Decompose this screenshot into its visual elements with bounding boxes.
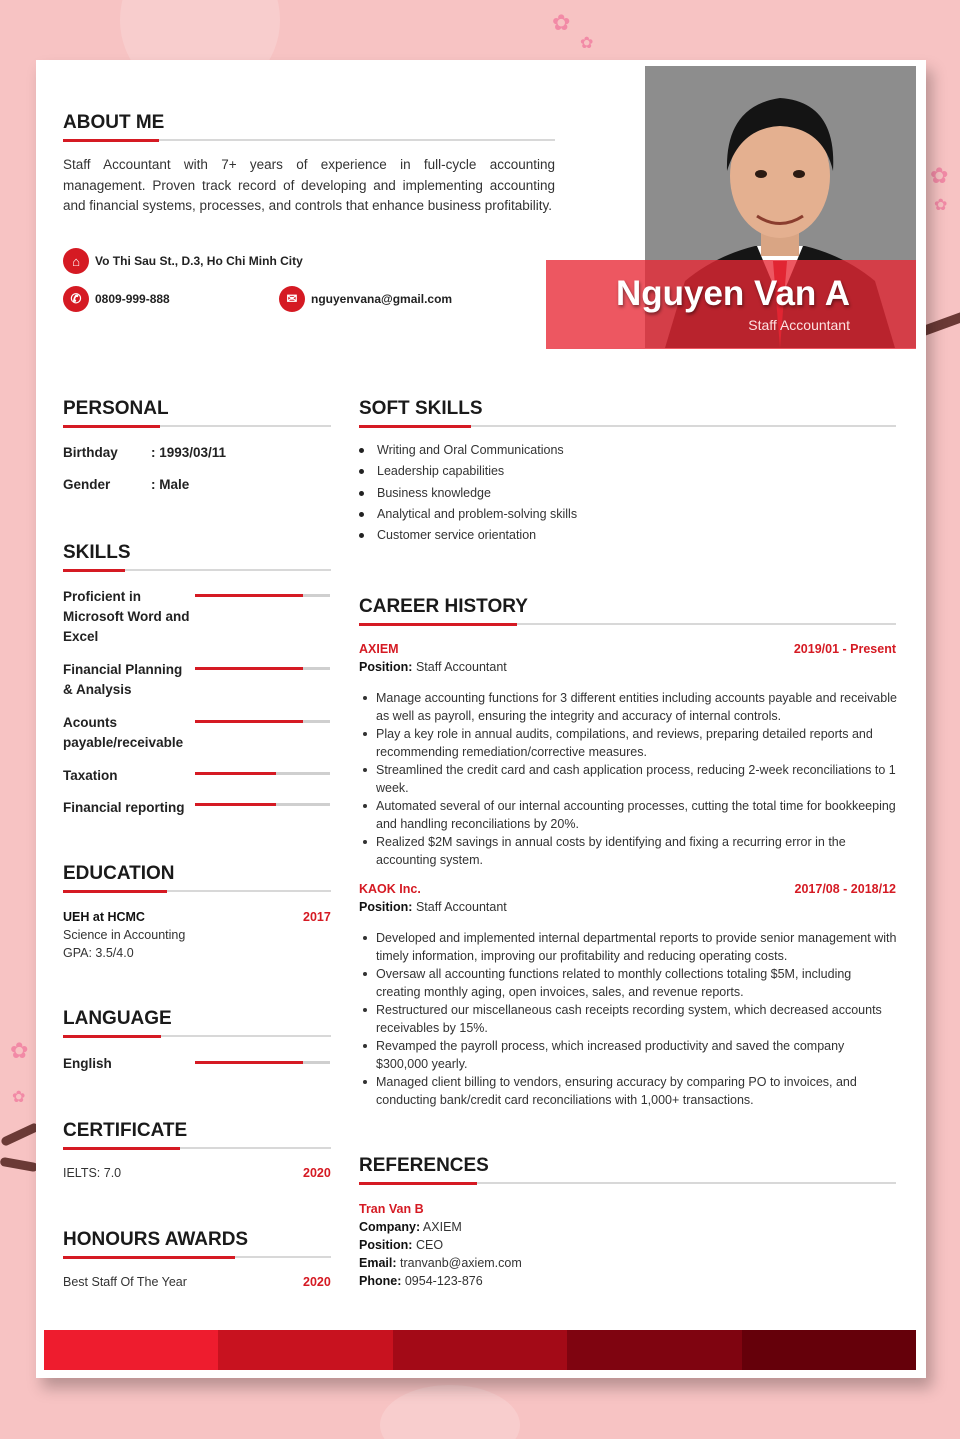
list-item: Restructured our miscellaneous cash receipts recording system, which decreased accounts receivables by 15%.: [359, 1001, 899, 1037]
background-decoration: [380, 1385, 520, 1439]
list-item: Automated several of our internal accounting processes, cutting the total time for bookkeeping and handling reconciliations by 20%.: [359, 797, 899, 833]
awards-rule: [63, 1256, 331, 1258]
skill-label: Financial Planning & Analysis: [63, 662, 183, 697]
job-company: KAOK Inc.: [359, 882, 421, 896]
list-item: Play a key role in annual audits, compilations, and reviews, preparing detailed reports and recommending remediation/corrective measures.: [359, 725, 899, 761]
references-rule: [359, 1182, 896, 1184]
list-item: Revamped the payroll process, which increased productivity and saved the company $300,000 yearly.: [359, 1037, 899, 1073]
language-heading: LANGUAGE: [63, 1008, 172, 1029]
list-item: Realized $2M savings in annual costs by identifying and fixing a recurring error in the accounting system.: [359, 833, 899, 869]
reference-email[interactable]: Email: tranvanb@axiem.com: [359, 1256, 522, 1270]
job-period: 2017/08 - 2018/12: [794, 882, 896, 896]
footer-color-strip: [44, 1330, 916, 1370]
skill-bar: [195, 667, 330, 670]
job-duties: [359, 929, 899, 1109]
language-rule: [63, 1035, 331, 1037]
address-text: Vo Thi Sau St., D.3, Ho Chi Minh City: [95, 254, 303, 268]
job-position: Position: Staff Accountant: [359, 660, 507, 674]
blossom-decoration: ✿: [12, 1089, 26, 1106]
about-rule: [63, 139, 555, 141]
blossom-decoration: ✿: [552, 10, 571, 35]
list-item: Customer service orientation: [359, 528, 577, 549]
personal-rule: [63, 425, 331, 427]
language-name: English: [63, 1056, 112, 1071]
certificate-year: 2020: [303, 1166, 331, 1180]
skill-label: Financial reporting: [63, 800, 185, 815]
gender-value: : Male: [151, 477, 190, 492]
education-rule: [63, 890, 331, 892]
candidate-role: Staff Accountant: [748, 317, 850, 333]
soft-skills-heading: SOFT SKILLS: [359, 398, 483, 419]
list-item: Managed client billing to vendors, ensuring accuracy by comparing PO to invoices, and conducting bank/credit card reconciliations with 1,000+ transactions.: [359, 1073, 899, 1109]
certificate-rule: [63, 1147, 331, 1149]
list-item: Writing and Oral Communications: [359, 443, 577, 464]
list-item: Oversaw all accounting functions related to monthly collections totaling $5M, including creating monthly aging, open invoices, sales, and revenue reports.: [359, 965, 899, 1001]
email-text[interactable]: nguyenvana@gmail.com: [311, 292, 453, 306]
about-text: Staff Accountant with 7+ years of experience in full-cycle accounting management. Proven track record of developing and implementing accounting and financial systems, processes, and controls that enhance business profitability.: [63, 157, 555, 213]
awards-heading: HONOURS AWARDS: [63, 1229, 249, 1250]
footer-swatch: [393, 1330, 567, 1370]
name-banner: [546, 260, 916, 349]
skill-label: Taxation: [63, 768, 118, 783]
gender-label: Gender: [63, 477, 111, 492]
birthday-label: Birthday: [63, 445, 118, 460]
job-position: Position: Staff Accountant: [359, 900, 507, 914]
birthday-value: : 1993/03/11: [151, 445, 227, 460]
footer-swatch: [218, 1330, 392, 1370]
certificate-heading: CERTIFICATE: [63, 1120, 188, 1141]
job-period: 2019/01 - Present: [793, 642, 896, 656]
branch-decoration: [0, 1122, 40, 1147]
skill-bar: [195, 803, 330, 806]
list-item: Manage accounting functions for 3 different entities including accounts payable and receivable as well as payroll, ensuring the integrity and accuracy of internal controls.: [359, 689, 899, 725]
award-year: 2020: [303, 1275, 331, 1289]
blossom-decoration: ✿: [580, 35, 594, 52]
skills-rule: [63, 569, 331, 571]
list-item: Analytical and problem-solving skills: [359, 507, 577, 528]
award-name: Best Staff Of The Year: [63, 1275, 187, 1289]
career-rule: [359, 623, 896, 625]
blossom-decoration: ✿: [934, 197, 948, 214]
list-item: Business knowledge: [359, 486, 577, 507]
school-name: UEH at HCMC: [63, 910, 145, 924]
skill-bar: [195, 720, 330, 723]
list-item: Streamlined the credit card and cash application process, reducing 2-week reconciliations to 1 week.: [359, 761, 899, 797]
reference-company: Company: AXIEM: [359, 1220, 462, 1234]
education-heading: EDUCATION: [63, 863, 175, 884]
references-heading: REFERENCES: [359, 1155, 489, 1176]
footer-swatch: [742, 1330, 916, 1370]
list-item: Leadership capabilities: [359, 464, 577, 485]
education-year: 2017: [303, 910, 331, 924]
contact-email[interactable]: [279, 286, 452, 312]
footer-swatch: [567, 1330, 741, 1370]
personal-heading: PERSONAL: [63, 398, 169, 419]
reference-name: Tran Van B: [359, 1202, 424, 1216]
phone-icon: ✆: [63, 286, 89, 312]
phone-text: 0809-999-888: [95, 292, 170, 306]
blossom-decoration: ✿: [10, 1038, 29, 1063]
blossom-decoration: ✿: [930, 163, 949, 188]
contact-address: [63, 248, 303, 274]
gpa: GPA: 3.5/4.0: [63, 946, 134, 960]
skills-heading: SKILLS: [63, 542, 131, 563]
reference-position: Position: CEO: [359, 1238, 444, 1252]
about-heading: ABOUT ME: [63, 112, 165, 133]
job-duties: [359, 689, 899, 869]
language-bar: [195, 1061, 330, 1064]
job-company: AXIEM: [359, 642, 399, 656]
list-item: Developed and implemented internal departmental reports to provide senior management with timely information, improving our profitability and reducing operating costs.: [359, 929, 899, 965]
skill-bar: [195, 594, 330, 597]
email-icon: ✉: [279, 286, 305, 312]
branch-decoration: [0, 1157, 38, 1172]
home-icon: ⌂: [63, 248, 89, 274]
skill-label: Acounts payable/receivable: [63, 715, 184, 750]
career-heading: CAREER HISTORY: [359, 596, 528, 617]
skill-label: Proficient in Microsoft Word and Excel: [63, 589, 190, 644]
contact-phone: [63, 286, 170, 312]
degree: Science in Accounting: [63, 928, 186, 942]
candidate-name: Nguyen Van A: [615, 274, 850, 313]
soft-skills-list: [359, 443, 577, 549]
skill-bar: [195, 772, 330, 775]
soft-skills-rule: [359, 425, 896, 427]
footer-swatch: [44, 1330, 218, 1370]
reference-phone: Phone: 0954-123-876: [359, 1274, 483, 1288]
certificate-name: IELTS: 7.0: [63, 1166, 122, 1180]
